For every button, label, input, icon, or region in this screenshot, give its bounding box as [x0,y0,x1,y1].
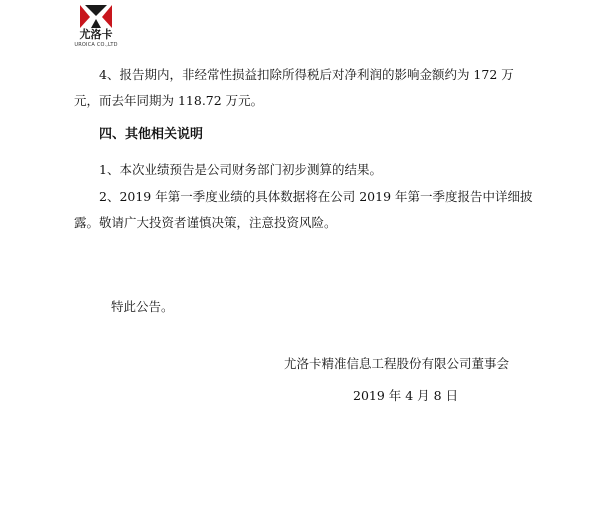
section-heading: 四、其他相关说明 [99,127,204,142]
logo-text: 尤洛卡 [79,28,113,41]
signature-company: 尤洛卡精准信息工程股份有限公司董事会 [284,356,510,371]
logo-emblem-icon [78,4,114,30]
signature-date: 2019 年 4 月 8 日 [353,388,459,403]
paragraph-note-2: 2、2019 年第一季度业绩的具体数据将在公司 2019 年第一季度报告中详细披露。敬请广大投资者谨慎决策，注意投资风险。 [74,189,533,230]
paragraph-item-4: 4、报告期内，非经常性损益扣除所得税后对净利润的影响金额约为 172 万元，而去年同期为 118.72 万元。 [74,67,514,108]
company-logo [72,4,120,50]
logo-subtext: UROICA CO.,LTD [74,42,118,48]
closing-statement: 特此公告。 [111,299,174,314]
paragraph-note-1: 1、本次业绩预告是公司财务部门初步测算的结果。 [99,162,382,177]
